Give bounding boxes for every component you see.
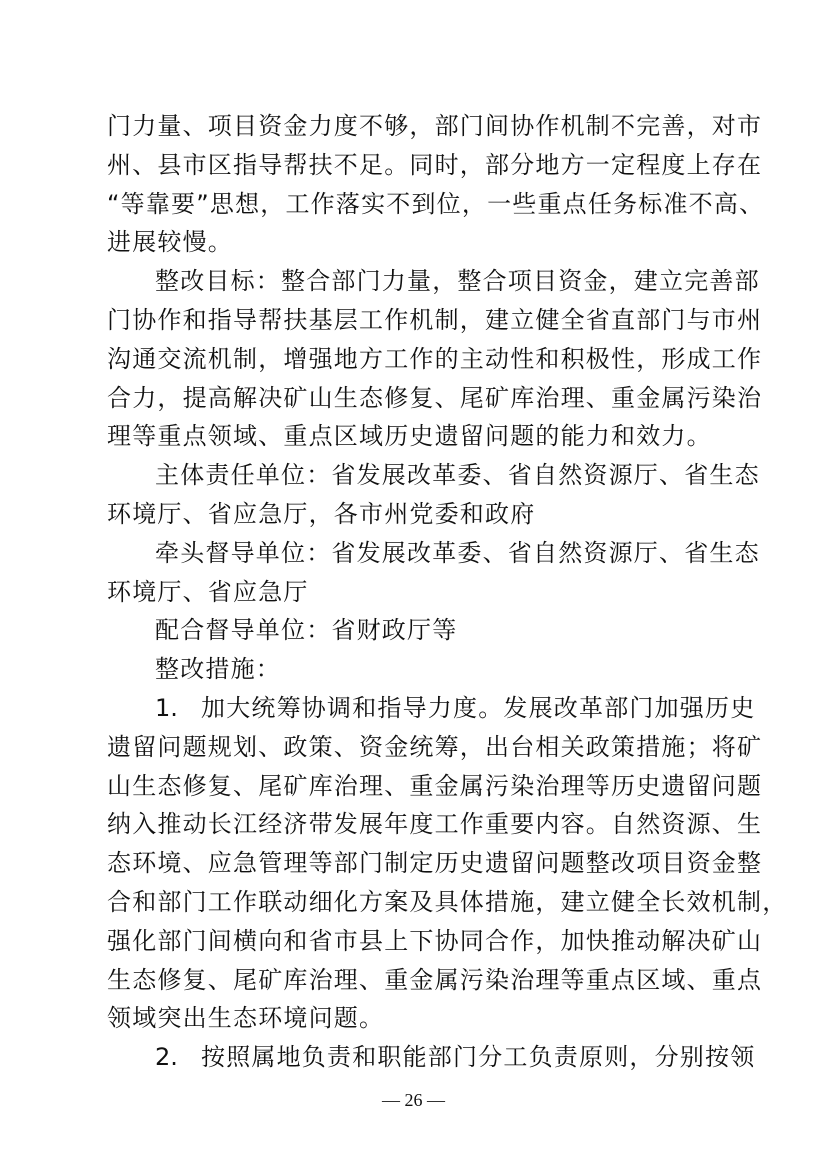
line-text: 整改措施：: [155, 655, 281, 684]
line-text: 牵头督导单位：省发展改革委、省自然资源厅、省生态: [155, 538, 760, 567]
text-line: [107, 345, 762, 373]
line-text: 生态修复、尾矿库治理、重金属污染治理等重点区域、重点: [107, 965, 763, 994]
text-line: [155, 655, 281, 683]
text-line: [155, 267, 760, 295]
line-text: 门力量、项目资金力度不够，部门间协作机制不完善，对市: [107, 112, 763, 140]
text-line: [107, 384, 762, 412]
text-line: [107, 578, 309, 606]
text-line: [155, 616, 457, 644]
text-line: [107, 966, 762, 994]
line-text: 沟通交流机制，增强地方工作的主动性和积极性，形成工作: [107, 344, 763, 373]
line-text: 理等重点领域、重点区域历史遗留问题的能力和效力。: [107, 422, 712, 451]
line-text: 配合督导单位：省财政厅等: [155, 616, 458, 645]
page-number: — 26 —: [382, 1090, 445, 1110]
text-line: [155, 694, 755, 722]
text-line: [155, 461, 760, 489]
text-line: [155, 539, 760, 567]
text-line: [107, 112, 762, 140]
line-text: “等靠要”思想，工作落实不到位，一些重点任务标准不高、: [107, 189, 765, 218]
text-line: [107, 190, 764, 218]
line-text: 环境厅、省应急厅: [107, 577, 309, 606]
text-line: [107, 927, 762, 955]
line-text: 强化部门间横向和省市县上下协同合作，加快推动解决矿山: [107, 926, 763, 955]
text-line: [107, 1004, 384, 1032]
text-line: [107, 151, 762, 179]
line-text: 进展较慢。: [107, 228, 233, 257]
line-text: 环境厅、省应急厅，各市州党委和政府: [107, 500, 536, 528]
text-line: [155, 1043, 755, 1071]
line-text: 加大统筹协调和指导力度。发展改革部门加强历史: [201, 694, 756, 722]
line-text: 遗留问题规划、政策、资金统筹，出台相关政策措施；将矿: [107, 732, 763, 761]
line-text: 领域突出生态环境问题。: [107, 1004, 385, 1033]
text-line: [107, 733, 762, 761]
line-text: 合和部门工作联动细化方案及具体措施，建立健全长效机制，: [107, 888, 788, 916]
line-text: 主体责任单位：省发展改革委、省自然资源厅、省生态: [155, 461, 760, 490]
line-text: 纳入推动长江经济带发展年度工作重要内容。自然资源、生: [107, 810, 763, 839]
text-line: [107, 228, 233, 256]
line-text: 合力，提高解决矿山生态修复、尾矿库治理、重金属污染治: [107, 383, 763, 412]
text-line: [107, 888, 787, 916]
text-line: [107, 306, 762, 334]
text-line: [107, 810, 762, 838]
line-text: 按照属地负责和职能部门分工负责原则，分别按领: [201, 1043, 756, 1072]
list-number: 2.: [155, 1043, 178, 1072]
line-text: 州、县市区指导帮扶不足。同时，部分地方一定程度上存在: [107, 150, 763, 179]
line-text: 山生态修复、尾矿库治理、重金属污染治理等历史遗留问题: [107, 771, 763, 800]
line-text: 门协作和指导帮扶基层工作机制，建立健全省直部门与市州: [107, 306, 763, 334]
line-text: 整改目标：整合部门力量，整合项目资金，建立完善部: [155, 267, 760, 296]
text-line: [107, 849, 762, 877]
text-line: [107, 500, 535, 528]
list-number: 1.: [155, 694, 178, 722]
text-line: [107, 772, 762, 800]
line-text: 态环境、应急管理等部门制定历史遗留问题整改项目资金整: [107, 849, 763, 878]
text-line: [107, 422, 712, 450]
